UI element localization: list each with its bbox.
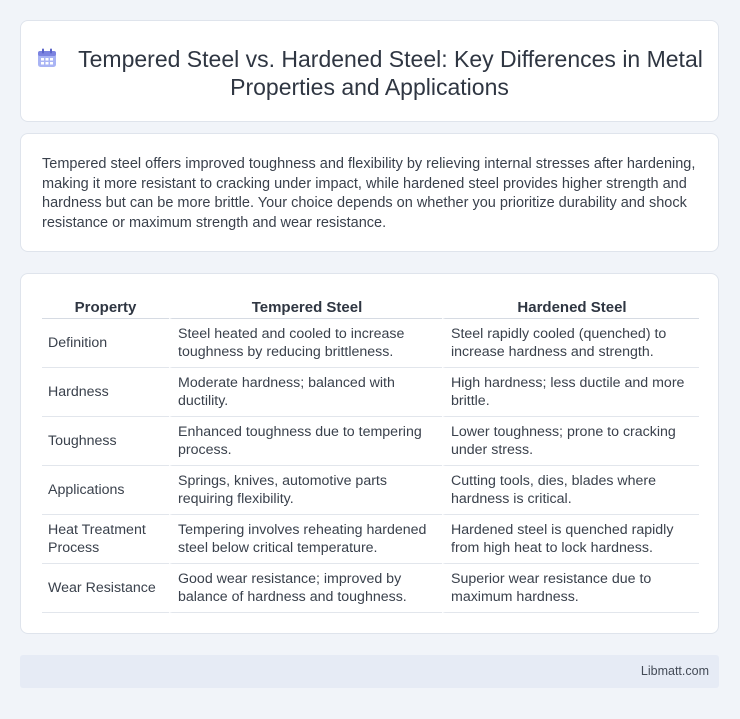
page-title — [21, 45, 718, 101]
row-property: Heat Treatment Process — [42, 515, 169, 564]
row-tempered: Steel heated and cooled to increase toughness by reducing brittleness. — [169, 319, 442, 368]
row-hardened: Lower toughness; prone to cracking under stress. — [442, 417, 699, 466]
table-header-row — [42, 297, 699, 319]
table-row — [42, 564, 699, 613]
header-hardened: Hardened Steel — [442, 297, 699, 319]
row-hardened: High hardness; less ductile and more brittle. — [442, 368, 699, 417]
footer — [20, 655, 719, 688]
row-tempered: Good wear resistance; improved by balance of hardness and toughness. — [169, 564, 442, 613]
intro-card — [20, 133, 719, 252]
intro-paragraph: Tempered steel offers improved toughness and flexibility by relieving internal stresses after hardening, making it more resistant to cracking under impact, while hardened steel provides higher strength and hardness but can be more brittle. Your choice depends on whether you prioritize durability and shock resistance or maximum strength and wear resistance. — [42, 156, 696, 231]
row-property: Hardness — [42, 368, 169, 417]
header-card — [20, 20, 719, 122]
table-row — [42, 466, 699, 515]
row-property: Wear Resistance — [42, 564, 169, 613]
table-row — [42, 515, 699, 564]
row-hardened: Superior wear resistance due to maximum hardness. — [442, 564, 699, 613]
table-row — [42, 368, 699, 417]
calendar-icon — [36, 47, 58, 69]
row-property: Applications — [42, 466, 169, 515]
row-property: Definition — [42, 319, 169, 368]
row-tempered: Springs, knives, automotive parts requiring flexibility. — [169, 466, 442, 515]
header-property: Property — [42, 297, 169, 319]
row-hardened: Cutting tools, dies, blades where hardness is critical. — [442, 466, 699, 515]
table-row — [42, 417, 699, 466]
row-tempered: Enhanced toughness due to tempering process. — [169, 417, 442, 466]
table-row — [42, 319, 699, 368]
row-tempered: Moderate hardness; balanced with ductility. — [169, 368, 442, 417]
footer-brand-link[interactable]: Libmatt.com — [640, 664, 709, 678]
row-hardened: Hardened steel is quenched rapidly from high heat to lock hardness. — [442, 515, 699, 564]
title-text: Tempered Steel vs. Hardened Steel: Key Differences in Metal Properties and Applications — [78, 46, 703, 100]
comparison-card — [20, 273, 719, 634]
row-property: Toughness — [42, 417, 169, 466]
comparison-table — [42, 297, 699, 613]
row-hardened: Steel rapidly cooled (quenched) to increase hardness and strength. — [442, 319, 699, 368]
row-tempered: Tempering involves reheating hardened steel below critical temperature. — [169, 515, 442, 564]
header-tempered: Tempered Steel — [169, 297, 442, 319]
